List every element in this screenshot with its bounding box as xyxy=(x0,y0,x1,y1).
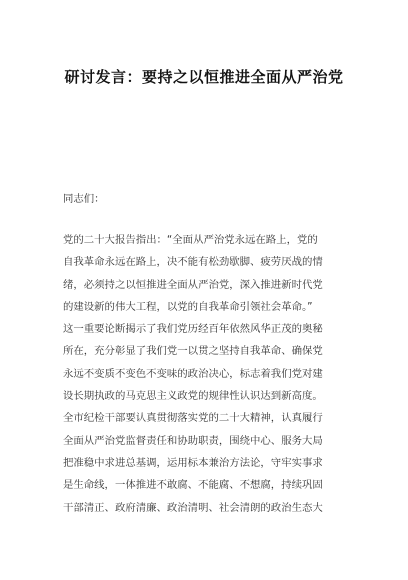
body-line: 全市纪检干部要认真贯彻落实党的二十大精神，认真履行 xyxy=(63,412,323,425)
body-line: 干部清正、政府清廉、政治清明、社会清朗的政治生态大 xyxy=(63,501,323,514)
body-line: 全面从严治党监督责任和协助职责，围绕中心、服务大局 xyxy=(63,434,323,447)
body-line: 这一重要论断揭示了我们党历经百年依然风华正茂的奥秘 xyxy=(63,323,323,336)
body-line: 绪，必须持之以恒推进全面从严治党，深入推进新时代党 xyxy=(63,278,323,291)
body-line: 设长期执政的马克思主义政党的规律性认识达到新高度。 xyxy=(63,390,323,403)
body-line: 党的二十大报告指出：“全面从严治党永远在路上，党的 xyxy=(63,234,318,246)
salutation: 同志们： xyxy=(63,193,105,205)
body-line: 把准稳中求进总基调，运用标本兼治方法论，守牢实事求 xyxy=(63,456,323,469)
body-line: 永远不变质不变色不变味的政治决心，标志着我们党对建 xyxy=(63,367,323,380)
body-line: 是生命线，一体推进不敢腐、不能腐、不想腐，持续巩固 xyxy=(63,479,323,492)
body-line: 自我革命永远在路上，决不能有松劲歇脚、疲劳厌战的情 xyxy=(63,256,323,269)
body-paragraph xyxy=(63,229,347,519)
body-line: 的建设新的伟大工程，以党的自我革命引领社会革命。” xyxy=(63,300,313,313)
body-line: 所在，充分彰显了我们党一以贯之坚持自我革命、确保党 xyxy=(63,345,323,358)
document-title: 研讨发言：要持之以恒推进全面从严治党 xyxy=(64,68,344,86)
